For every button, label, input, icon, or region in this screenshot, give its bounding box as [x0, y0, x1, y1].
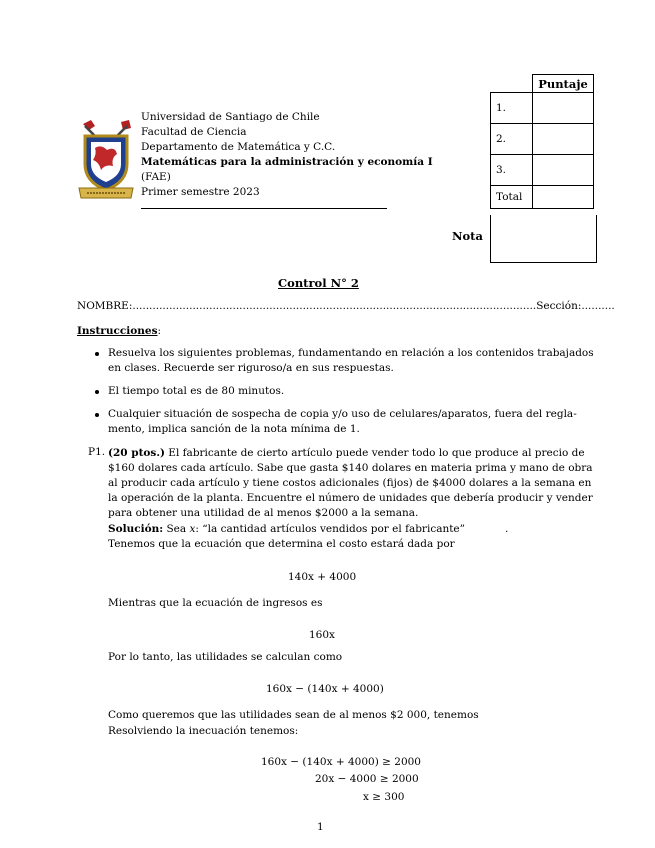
income-text: Mientras que la ecuación de ingresos es	[108, 597, 323, 609]
cost-equation: 140x + 4000	[288, 571, 357, 583]
inequality-line-3: x ≥ 300	[363, 791, 405, 803]
institution-header	[141, 110, 433, 200]
instructions-heading-colon: :	[157, 325, 162, 337]
name-section-line: NOMBRE:.........................................................................................................................Sección:..........	[77, 300, 615, 312]
profit-text: Por lo tanto, las utilidades se calculan como	[108, 651, 343, 663]
department-name: Departamento de Matemática y C.C.	[141, 141, 336, 153]
problem-line: El fabricante de cierto artículo puede vender todo lo que produce al precio de	[164, 447, 585, 459]
score-row-label: 2.	[491, 124, 533, 155]
bullet-dot	[95, 352, 99, 356]
problem-statement	[108, 446, 593, 521]
problem-line: $160 dolares cada artículo. Sabe que gasta $140 dolares en materia prima y mano de obra	[108, 462, 593, 474]
page-number: 1	[317, 821, 324, 833]
university-crest-logo	[77, 118, 135, 202]
want-text: Como queremos que las utilidades sean de al menos $2 000, tenemos	[108, 709, 479, 721]
score-row-label: 3.	[491, 155, 533, 186]
bullet-dot	[95, 390, 99, 394]
course-code: (FAE)	[141, 171, 171, 183]
cost-text: Tenemos que la ecuación que determina el costo estará dada por	[108, 538, 455, 550]
university-name: Universidad de Santiago de Chile	[141, 111, 320, 123]
solution-label: Solución:	[108, 523, 164, 535]
solution-intro-prefix: Sea	[163, 523, 190, 535]
solution-intro	[108, 522, 508, 552]
bullet-line: en clases. Recuerde ser riguroso/a en sus respuestas.	[108, 362, 394, 374]
instructions-heading	[77, 325, 161, 337]
problem-line: al producir cada artículo y tiene costos adicionales (fijos) de $4000 dolares a la semana en	[108, 477, 592, 489]
page-title: Control N° 2	[278, 276, 359, 290]
bullet-line: El tiempo total es de 80 minutos.	[108, 385, 285, 397]
score-row-label: 1.	[491, 93, 533, 124]
score-table	[490, 74, 594, 209]
score-cell	[533, 124, 594, 155]
inequality-line-1: 160x − (140x + 4000) ≥ 2000	[261, 756, 421, 768]
income-equation: 160x	[309, 629, 335, 641]
nota-box	[490, 215, 597, 263]
nota-label: Nota	[452, 229, 483, 243]
problem-number: P1.	[88, 446, 106, 458]
solve-text: Resolviendo la inecuación tenemos:	[108, 725, 299, 737]
inequality-line-2: 20x − 4000 ≥ 2000	[315, 773, 419, 785]
problem-line: la operación de la planta. Encuentre el número de unidades que debería producir y vender	[108, 492, 593, 504]
instructions-heading-text: Instrucciones	[77, 325, 158, 337]
profit-equation: 160x − (140x + 4000)	[266, 683, 384, 695]
bullet-dot	[95, 413, 99, 417]
faculty-name: Facultad de Ciencia	[141, 126, 247, 138]
score-row-label: Total	[491, 186, 533, 209]
score-cell	[533, 186, 594, 209]
bullet-line: Cualquier situación de sospecha de copia y/o uso de celulares/aparatos, fuera del regla-	[108, 408, 577, 420]
bullet-line: Resuelva los siguientes problemas, fundamentando en relación a los contenidos trabajados	[108, 347, 594, 359]
score-cell	[533, 155, 594, 186]
score-cell	[533, 93, 594, 124]
course-name: Matemáticas para la administración y economía I	[141, 156, 433, 168]
solution-variable: x	[189, 523, 196, 535]
score-header: Puntaje	[533, 75, 594, 93]
problem-line: para obtener una utilidad de al menos $2000 a la semana.	[108, 507, 419, 519]
bullet-line: mento, implica sanción de la nota mínima de 1.	[108, 423, 360, 435]
solution-intro-suffix: : “la cantidad artículos vendidos por el fabricante”	[195, 523, 466, 535]
solution-trailing-dot: .	[505, 523, 509, 535]
semester: Primer semestre 2023	[141, 186, 260, 198]
problem-points: (20 ptos.)	[108, 447, 165, 459]
header-rule	[141, 208, 387, 209]
